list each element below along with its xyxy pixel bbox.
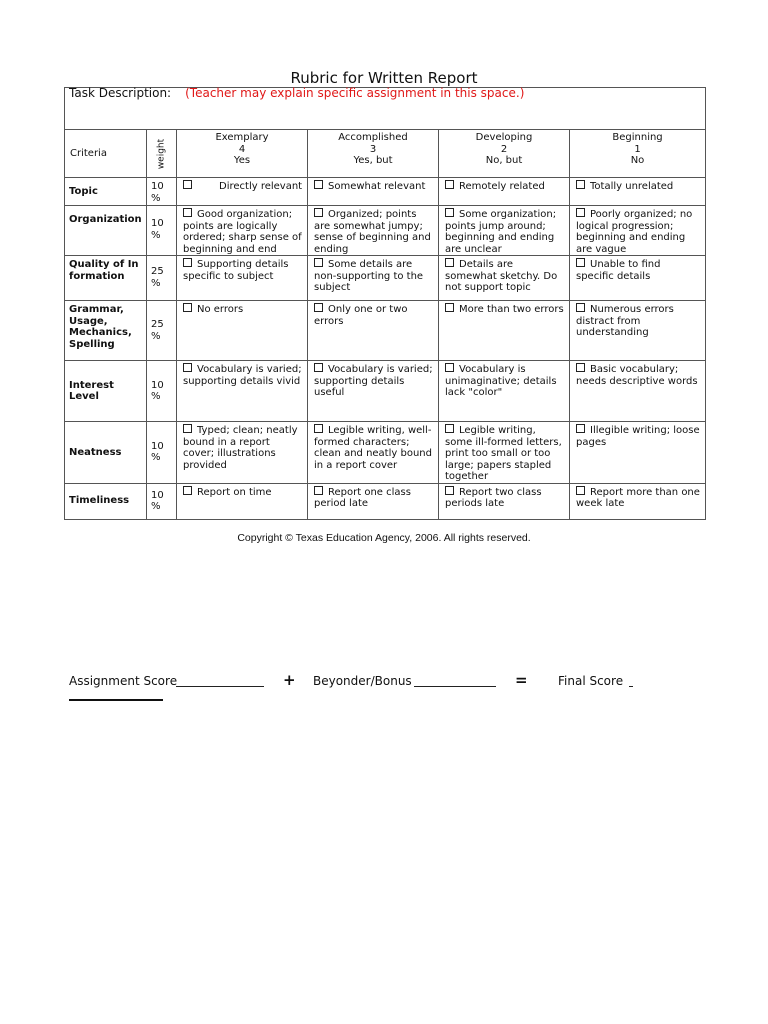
rubric-cell	[308, 206, 439, 256]
cell-text: Supporting details specific to subject	[183, 259, 289, 282]
criteria-header: Criteria	[65, 130, 147, 178]
task-description-label: Task Description:	[69, 86, 172, 100]
final-score-tick	[629, 675, 633, 687]
criterion-weight: 10 %	[147, 178, 177, 206]
criterion-weight: 10 %	[147, 206, 177, 256]
level-name: Exemplary	[215, 132, 269, 143]
checkbox[interactable]	[445, 424, 454, 433]
rubric-cell	[439, 422, 570, 484]
weight-header	[147, 130, 177, 178]
level-header-accomplished	[308, 130, 439, 178]
rubric-cell	[177, 206, 308, 256]
document-title: Rubric for Written Report	[290, 69, 478, 87]
rubric-cell	[308, 178, 439, 206]
checkbox[interactable]	[183, 258, 192, 267]
rubric-cell	[439, 483, 570, 519]
checkbox[interactable]	[183, 424, 192, 433]
checkbox[interactable]	[314, 180, 323, 189]
criterion-label: Topic	[65, 178, 147, 206]
rubric-cell	[439, 301, 570, 361]
cell-text: Typed; clean; neatly bound in a report cover; illustrations provided	[183, 425, 298, 471]
level-header-beginning	[570, 130, 706, 178]
cell-text: Unable to find specific details	[576, 259, 661, 282]
checkbox[interactable]	[576, 486, 585, 495]
rubric-cell	[177, 178, 308, 206]
level-score: 4	[238, 143, 246, 155]
checkbox[interactable]	[183, 486, 192, 495]
cell-text: Basic vocabulary; needs descriptive words	[576, 364, 698, 387]
rubric-cell	[177, 361, 308, 422]
criterion-label: Quality of Information	[65, 256, 147, 301]
criterion-weight: 10 %	[147, 361, 177, 422]
cell-text: Vocabulary is varied; supporting details vivid	[183, 364, 302, 387]
criterion-label: Interest Level	[65, 361, 147, 422]
checkbox[interactable]	[576, 258, 585, 267]
checkbox[interactable]	[576, 208, 585, 217]
rubric-cell	[177, 256, 308, 301]
rubric-cell	[308, 361, 439, 422]
checkbox[interactable]	[183, 180, 192, 189]
level-header-developing	[439, 130, 570, 178]
rubric-row-organization	[65, 206, 706, 256]
cell-text: Numerous errors distract from understanding	[576, 304, 674, 338]
level-note: Yes, but	[353, 155, 393, 166]
rubric-cell	[177, 483, 308, 519]
checkbox[interactable]	[445, 258, 454, 267]
checkbox[interactable]	[445, 180, 454, 189]
rubric-cell	[570, 483, 706, 519]
cell-text: Vocabulary is unimaginative; details lack "color"	[445, 364, 557, 398]
rubric-cell	[177, 422, 308, 484]
checkbox[interactable]	[314, 303, 323, 312]
rubric-cell	[570, 361, 706, 422]
rubric-cell	[308, 422, 439, 484]
cell-text: Only one or two errors	[314, 304, 408, 327]
weight-header-label: weight	[155, 138, 166, 169]
level-name: Beginning	[612, 132, 663, 143]
rubric-cell	[439, 206, 570, 256]
cell-text: Report two class periods late	[445, 486, 542, 509]
rubric-cell	[308, 301, 439, 361]
checkbox[interactable]	[314, 363, 323, 372]
criterion-label: Grammar, Usage, Mechanics, Spelling	[65, 301, 147, 361]
criterion-weight: 10 %	[147, 422, 177, 484]
checkbox[interactable]	[445, 208, 454, 217]
rubric-row-quality-of-information	[65, 256, 706, 301]
equals-sign: =	[515, 671, 528, 689]
level-note: Yes	[233, 155, 251, 166]
level-header-exemplary	[177, 130, 308, 178]
rubric-cell	[570, 422, 706, 484]
rubric-row-neatness	[65, 422, 706, 484]
rubric-cell	[439, 178, 570, 206]
level-score: 1	[634, 143, 641, 155]
cell-text: Organized; points are somewhat jumpy; sense of beginning and ending	[314, 209, 431, 255]
checkbox[interactable]	[314, 208, 323, 217]
criterion-weight: 25 %	[147, 301, 177, 361]
cell-text: Somewhat relevant	[328, 181, 426, 192]
checkbox[interactable]	[314, 486, 323, 495]
checkbox[interactable]	[445, 303, 454, 312]
checkbox[interactable]	[183, 363, 192, 372]
assignment-score-label: Assignment Score	[69, 674, 178, 688]
criterion-label: Organization	[65, 206, 147, 256]
checkbox[interactable]	[183, 303, 192, 312]
rubric-cell	[308, 256, 439, 301]
level-name: Developing	[475, 132, 533, 143]
rubric-table	[64, 87, 706, 520]
criterion-label: Timeliness	[65, 483, 147, 519]
task-description-hint: (Teacher may explain specific assignment in this space.)	[185, 86, 525, 100]
cell-text: Poorly organized; no logical progression; beginning and ending are vague	[576, 209, 693, 255]
cell-text: Report one class period late	[314, 486, 411, 509]
cell-text: Remotely related	[459, 181, 545, 192]
rubric-cell	[570, 178, 706, 206]
plus-sign: +	[283, 671, 296, 689]
cell-text: Totally unrelated	[590, 181, 674, 192]
rubric-cell	[570, 301, 706, 361]
rubric-cell	[177, 301, 308, 361]
rubric-row-grammar	[65, 301, 706, 361]
cell-text: Legible writing, some ill-formed letters, print too small or too large; papers stapled together	[445, 425, 562, 482]
level-score: 2	[500, 143, 508, 155]
bonus-label: Beyonder/Bonus	[313, 674, 412, 688]
criterion-weight: 10 %	[147, 483, 177, 519]
criterion-weight: 25 %	[147, 256, 177, 301]
checkbox[interactable]	[445, 363, 454, 372]
level-score: 3	[369, 143, 377, 155]
task-description-row	[65, 88, 706, 130]
checkbox[interactable]	[314, 258, 323, 267]
checkbox[interactable]	[576, 363, 585, 372]
assignment-score-blank[interactable]	[176, 675, 264, 687]
bonus-blank[interactable]	[414, 675, 496, 687]
cell-text: More than two errors	[459, 304, 564, 315]
rubric-cell	[570, 206, 706, 256]
cell-text: No errors	[197, 304, 244, 315]
score-line	[69, 671, 709, 704]
checkbox[interactable]	[183, 208, 192, 217]
rubric-cell	[439, 256, 570, 301]
level-note: No, but	[485, 155, 523, 166]
rubric-cell	[570, 256, 706, 301]
cell-text: Directly relevant	[219, 181, 303, 192]
cell-text: Legible writing, well-formed characters; clean and neatly bound in a report cover	[314, 425, 432, 471]
final-score-label: Final Score	[558, 674, 624, 688]
level-name: Accomplished	[338, 132, 408, 143]
cell-text: Some details are non-supporting to the subject	[314, 259, 424, 293]
rubric-row-timeliness	[65, 483, 706, 519]
cell-text: Vocabulary is varied; supporting details useful	[314, 364, 433, 398]
rubric-cell	[308, 483, 439, 519]
rubric-row-interest-level	[65, 361, 706, 422]
cell-text: Report on time	[197, 486, 272, 498]
header-row	[65, 130, 706, 178]
rubric-row-topic	[65, 178, 706, 206]
cell-text: Good organization; points are logically ordered; sharp sense of beginning and end	[183, 209, 302, 255]
cell-text: Some organization; points jump around; beginning and ending are unclear	[445, 209, 557, 255]
copyright-notice: Copyright © Texas Education Agency, 2006. All rights reserved.	[237, 532, 531, 544]
checkbox[interactable]	[445, 486, 454, 495]
checkbox[interactable]	[576, 303, 585, 312]
checkbox[interactable]	[314, 424, 323, 433]
checkbox[interactable]	[576, 424, 585, 433]
cell-text: Details are somewhat sketchy. Do not support topic	[445, 259, 558, 293]
criterion-label: Neatness	[65, 422, 147, 484]
cell-text: Illegible writing; loose pages	[576, 425, 700, 448]
checkbox[interactable]	[576, 180, 585, 189]
final-score-blank[interactable]	[69, 699, 163, 701]
level-note: No	[630, 155, 645, 166]
rubric-cell	[439, 361, 570, 422]
cell-text: Report more than one week late	[576, 486, 700, 509]
